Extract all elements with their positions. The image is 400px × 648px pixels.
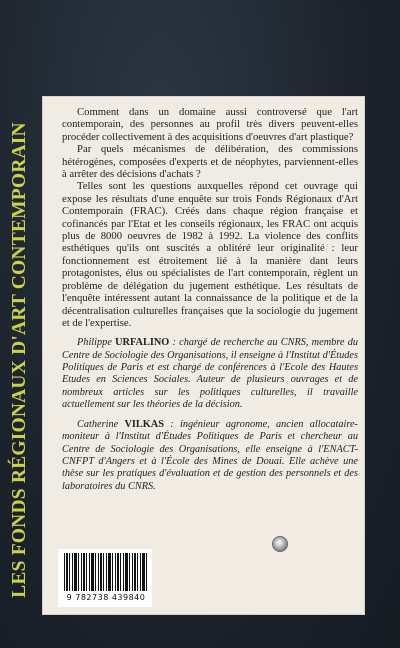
author-2-first-name: Catherine xyxy=(77,419,125,431)
description-text xyxy=(62,106,358,493)
globe-logo-icon xyxy=(272,536,288,552)
paragraph-2: Par quels mécanismes de délibération, des commissions hétérogènes, composées d'experts et de néophytes, parviennent-elles à arrêter des décisions d'achats ? xyxy=(62,143,358,181)
spine-title-container xyxy=(4,122,36,598)
barcode xyxy=(58,549,152,607)
author-bio-2 xyxy=(62,419,358,493)
author-1-last-name: URFALINO xyxy=(115,337,170,349)
author-1-first-name: Philippe xyxy=(77,337,116,349)
author-2-bio: : ingénieur agronome, ancien allocataire-moniteur à l'Institut d'Études Politiques de Paris et chercheur au Centre de Sociologie des Organisations, elle enseigne à l'ENACT-CNFPT d'Angers et à l'École des Mines de Douai. Elle achève une thèse sur les pratiques d'évaluation et de gestion des personnels et des laboratoires du CNRS. xyxy=(62,419,358,492)
paragraph-3: Telles sont les questions auxquelles répond cet ouvrage qui expose les résultats d'une enquête sur trois Fonds Régionaux d'Art Contemporain (FRAC). Créés dans chaque région française et cofinancés par l'Etat et les conseils régionaux, les FRAC ont acquis plus de 8000 oeuvres de 1982 à 1992. La violence des conflits esthétiques qu'ils ont suscités a oblitéré leur originalité : leur fonctionnement est étroitement lié à la manière dant leurs protagonistes, élus ou spécialistes de l'art contemporain, règlent un problème de délégation du jugement esthétique. Les résultats de l'enquête intéressent autant la connaissance de la politique et de la décentralisation culturelles françaises que la sociologie du jugement et de l'expertise. xyxy=(62,180,358,329)
paragraph-1: Comment dans un domaine aussi controversé que l'art contemporain, des personnes au profil très divers peuvent-elles procéder collectivement à des acquisitions d'oeuvres d'art plastique? xyxy=(62,106,358,143)
barcode-bars xyxy=(64,553,148,591)
spine-title: LES FONDS RÉGIONAUX D'ART CONTEMPORAIN xyxy=(9,122,30,598)
barcode-number: 9 782738 439840 xyxy=(66,593,146,602)
author-2-last-name: VILKAS xyxy=(124,419,164,431)
author-1-bio: : chargé de recherche au CNRS, membre du Centre de Sociologie des Organisations, il enseigne à l'Institut d'Études Politiques de Paris et est chargé de conférences à l'Ecole des Hautes Etudes en Sciences Sociales. Auteur de plusieurs ouvrages et de nombreux articles sur les politiques culturelles, il travaille actuellement sur les théories de la décision. xyxy=(62,337,358,410)
author-bio-1 xyxy=(62,337,358,411)
